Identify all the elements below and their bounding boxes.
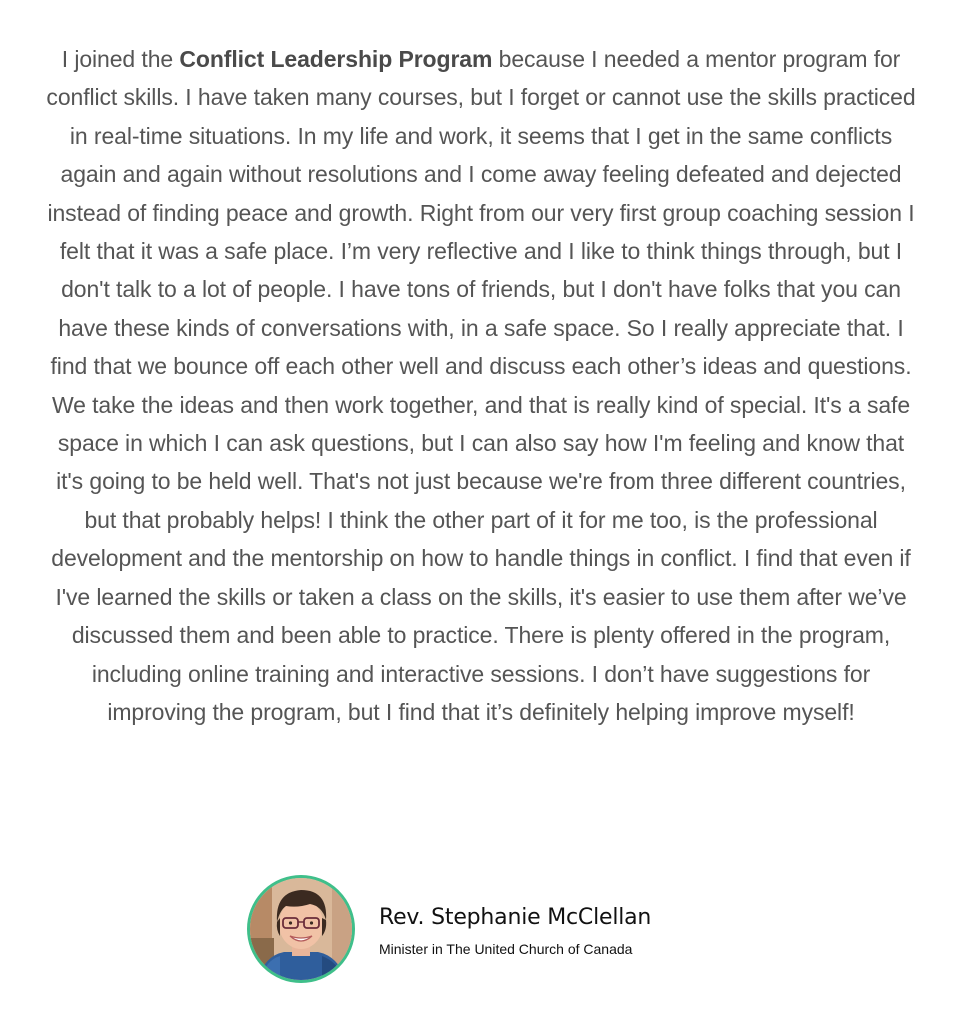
- program-name: Conflict Leadership Program: [179, 46, 493, 72]
- author-name: Rev. Stephanie McClellan: [379, 905, 652, 930]
- testimonial-body: because I needed a mentor program for conflict skills. I have taken many courses, but I forget or cannot use the skills practiced in real-time situations. In my life and work, it seems that I get in the same conflicts again and again without resolutions and I come away feeling defeated and dejected instead of finding peace and growth. Right from our very first group coaching session I felt that it was a safe place. I’m very reflective and I like to think things through, but I don't talk to a lot of people. I have tons of friends, but I don't have folks that you can have these kinds of conversations with, in a safe space. So I really appreciate that. I find that we bounce off each other well and discuss each other’s ideas and questions. We take the ideas and then work together, and that is really kind of special. It's a safe space in which I can ask questions, but I can also say how I'm feeling and know that it's going to be held well. That's not just because we're from three different countries, but that probably helps! I think the other part of it for me too, is the professional development and the mentorship on how to handle things in conflict. I find that even if I've learned the skills or taken a class on the skills, it's easier to use them after we’ve discussed them and been able to practice. There is plenty offered in the program, including online training and interactive sessions. I don’t have suggestions for improving the program, but I find that it’s definitely helping improve myself!: [46, 46, 916, 725]
- author-title: Minister in The United Church of Canada: [379, 941, 633, 957]
- testimonial-quote: [44, 40, 918, 731]
- author-info: [379, 900, 651, 958]
- author-avatar: [247, 875, 355, 983]
- person-photo-icon: [250, 878, 352, 980]
- testimonial-intro: I joined the: [61, 46, 180, 72]
- author-card: [247, 872, 651, 986]
